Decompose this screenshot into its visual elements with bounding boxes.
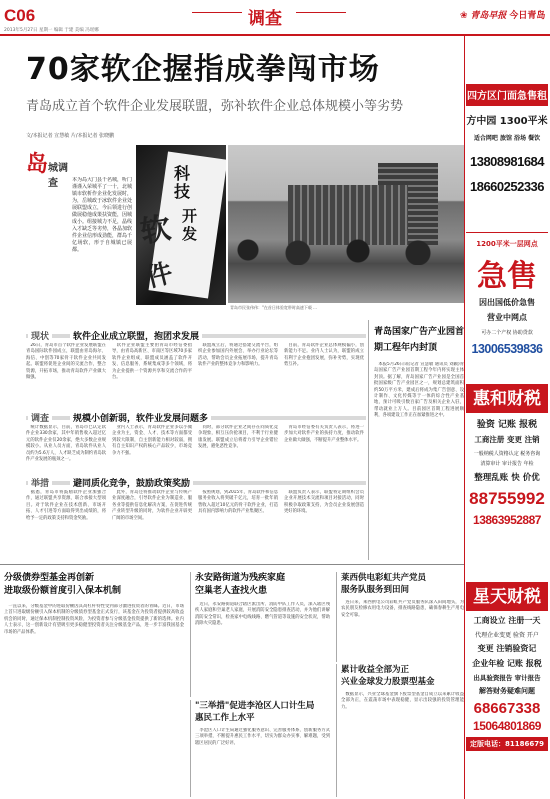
text-measures-col1: 据悉，青岛市将鼓励软件企业加强合作，通过联盟共享资源，联合承接大型项目。对于软件企业在技术创新、市场开拓、人才引进等方面取得突出成绩的，将给予一定的政策支持和资金奖励。 <box>26 490 106 521</box>
ad-huihe-line5: 整理乱账 快 价优 <box>474 473 540 483</box>
headline: 70家软企握指成拳闯市场 <box>26 52 380 87</box>
ad-network-line1: 因出国低价急售 <box>479 298 535 307</box>
ad-xingtian-footer: 定版电话：81186679 <box>466 737 548 751</box>
section-ornament <box>192 12 242 13</box>
ad-xingtian-line3: 变更 注销验资记 <box>477 644 537 653</box>
ad-xingtian-line6: 解答财务疑难问题 <box>479 687 535 695</box>
story-licang-text: 李沧区人口计生局通过强化服务意识、完善服务体系、创新服务方式三项举措，不断提升惠民工作水平，切实为群众办实事、解难题，受到辖区居民的广泛好评。 <box>195 728 330 746</box>
paper-logo <box>460 8 545 21</box>
ad-huihe-phone1: 88755992 <box>469 489 545 508</box>
text-status-col3: 联盟成立后，将通过搭建交流平台，组织企业参加国内外展会、举办行业论坛等活动，帮助会员企业拓展市场，提升青岛软件产业的整体竞争力和影响力。 <box>198 343 278 368</box>
text-status-col4: 目前，青岛软件企业总体规模偏小，创新能力不足。业内人士认为，联盟的成立有利于企业抱团发展，弥补劣势，实现优势互补。 <box>284 343 364 368</box>
sign-char-3: 开发 <box>182 207 198 243</box>
story-laixi-title: 莱西供电彩虹共产党员 服务队服务到田间 <box>341 573 427 595</box>
ad-shop-sale-title: 四方区门面急售租 <box>467 91 547 102</box>
story-laixi <box>336 572 464 662</box>
ad-xingtian-line5: 出具验资报告 审计报告 <box>473 674 541 682</box>
ad-network-shop <box>466 232 548 380</box>
ad-huihe-line4: 清算审计 审计报告 年检 <box>480 461 534 467</box>
tree-row <box>228 235 464 265</box>
ad-network-title: 1200平米一层网点 <box>476 240 538 248</box>
sign-char-1: 软 <box>137 210 174 251</box>
byline: 文/本报记者 宣慧敏 片/本报记者 张晓鹏 <box>26 133 115 139</box>
section-title-status: 软件企业成立联盟，抱团求发展 <box>70 329 202 342</box>
ad-shop-sale-phone1: 13808981684 <box>469 154 545 169</box>
sign-char-4: 件 <box>143 258 176 294</box>
text-survey-col1: 统计数据显示，目前，青岛市已认定软件企业330余家，其中年销售收入超过亿元的软件企业仅20余家，绝大多数企业规模较小。从业人员方面，青岛软件从业人员约为5.6万人，人才缺乏成为制约青岛软件产业发展的瓶颈之一。 <box>26 425 106 463</box>
section-ornament-right <box>296 12 346 13</box>
sign-char-2: 科技 <box>174 164 191 201</box>
story-fund-text: 一直以来，分级基金中的进取份额因其高杠杆特性受到部分激进投资者的青睐。近日，市场上首只进取级份额引入保本机制的分级债券型基金正式发行，该基金在为投资者提供较高收益机会的同时，通过保本机制控制投资风险，为投资者参与分级基金投资提供了新的选择。业内人士表示，这一创新设计有望吸引更多稳健型投资者关注分级基金产品，进一步丰富我国基金市场的产品体系。 <box>4 604 184 635</box>
section-title: 调查 <box>248 9 282 29</box>
ad-xingtian-title: 星天财税 <box>466 583 548 611</box>
photo-sign-board <box>136 145 226 305</box>
ad-shop-sale-phone2: 18660252336 <box>469 179 545 194</box>
column-logo <box>26 147 76 189</box>
story-laixi-text: 连日来，莱西供电公司彩虹共产党员服务队深入田间地头，为农民朋友检修农用电力设备，排查线路隐患，确保春耕生产用电安全可靠。 <box>341 600 464 618</box>
story-xingye-text: 数据显示，兴业全球基金旗下股票型基金自成立以来累计收益全部为正，在震荡市场中表现稳健，显示出较强的投资管理能力。 <box>341 692 464 710</box>
ad-xingtian-phone2: 15064801869 <box>473 719 541 733</box>
ad-huihe-title: 惠和财税 <box>466 385 548 413</box>
text-status-col2: 软件企业联盟主要由青岛市经信委指导，由青岛高新区、市南区等区域70多家软件企业组成，联盟成员涵盖了软件开发、信息服务、系统集成等多个领域，将为企业提供一个资源共享和交流合作的平台。 <box>112 343 192 381</box>
ad-huihe-line3: 一般纳税人资格认定 税务咨询 <box>473 451 541 457</box>
date-line: 2013年5月27日 星期一 编辑 于建 美编 冯瑶娜 <box>4 28 99 33</box>
photo-building <box>228 145 464 303</box>
ad-huihe-line1: 验资 记账 报税 <box>476 420 538 430</box>
story-yongan <box>190 572 330 697</box>
paper-icon: ❀ <box>460 11 468 21</box>
text-survey-col4: 青岛市经信委有关负责人表示，将进一步加大对软件产业的扶持力度，推动软件企业做大做强，不断提升产业整体水平。 <box>284 425 364 443</box>
paper-sub: 今日青岛 <box>509 11 546 21</box>
ad-shop-sale-header <box>466 84 548 106</box>
column-logo-char: 岛 <box>26 152 49 177</box>
sidebar-title: 青岛国家广告产业园首期工程年内封顶 <box>374 327 465 353</box>
subheadline: 青岛成立首个软件企业发展联盟，弥补软件企业总体规模小等劣势 <box>26 99 404 114</box>
ad-huihe <box>466 384 548 579</box>
story-xingye-title: 累计收益全部为正 兴业金球发力股票型基金 <box>341 665 435 687</box>
story-fund <box>4 572 184 797</box>
ad-xingtian-phone1: 68667338 <box>473 700 541 717</box>
story-xingye <box>336 664 464 797</box>
ad-shop-sale-body <box>466 108 548 228</box>
text-measures-col3: 按照规划，到2015年，青岛软件和信息服务业收入将突破千亿元，培育一批年销售收入超过10亿元的骨干软件企业，打造具有国内影响力的软件产业集聚区。 <box>198 490 278 515</box>
text-measures-col2: 此外，青岛还将推动软件企业与传统产业深度融合，引导软件企业为制造业、服务业等提供信息化解决方案，在促进传统产业转型升级的同时，为软件企业开辟更广阔的市场空间。 <box>112 490 192 521</box>
ad-shop-sale-line1: 方中园 1300平米 <box>466 116 548 127</box>
section-title-measures: 避同质化竞争，鼓励政策奖励 <box>70 476 193 489</box>
column-logo-text: 城调查 <box>48 163 68 189</box>
text-status-col1: 26日，青岛市首个软件企业发展联盟在青岛国际软件园成立，联盟由青岛海尔、海信、中创等70家骨干软件企业共同发起。联盟将促进企业间的交流合作，整合资源，开拓市场，推动青岛软件产业做大做强。 <box>26 343 106 381</box>
ad-network-line2: 营业中网点 <box>487 313 527 322</box>
text-survey-col3: 同时，部分软件企业之间存在同质化竞争现象，相互压价抢项目，不利于行业健康发展。联盟成立后将着力引导企业错位发展，避免恶性竞争。 <box>198 425 278 450</box>
page-number: C06 <box>4 6 36 25</box>
ad-xingtian-line4: 企业年检 记账 报税 <box>472 659 542 668</box>
ad-huihe-line2: 工商注册 变更 注销 <box>474 435 540 444</box>
story-fund-title: 分级债券型基金再创新 进取级份额首度引入保本机制 <box>4 573 122 596</box>
ad-xingtian-line1: 工商设立 注册一天 <box>473 616 541 625</box>
paper-name: 青岛早报 <box>470 11 507 21</box>
story-licang <box>190 700 330 797</box>
masthead <box>0 0 550 36</box>
ad-shop-sale-line2: 适合网吧 旅馆 浴场 餐饮 <box>473 135 541 142</box>
photo-caption: 青岛市民张伟伟："在首日体验宽带时高速下载 ... <box>230 305 317 310</box>
section-tag-measures: 举措 <box>28 476 52 489</box>
text-survey-col2: 业内人士表示，青岛软件企业多以小微企业为主，资金、人才、技术等方面都受到较大限制，自主创新能力相对较弱，拥有自主知识产权的核心产品较少，市场竞争力不强。 <box>112 425 192 456</box>
ad-xingtian-line2: 代理企业变更 验资 开户 <box>475 632 539 639</box>
ad-huihe-phone2: 13863952887 <box>473 513 541 527</box>
section-title-survey: 规模小创新弱，软件业发展问题多 <box>70 411 211 424</box>
bottom-divider <box>0 564 464 565</box>
section-tag-status: 现状 <box>28 329 52 342</box>
ad-network-phone: 13006539836 <box>471 342 543 356</box>
story-licang-title: "三举措"促进李沧区人口计生局 惠民工作上水平 <box>195 701 315 723</box>
ad-xingtian <box>466 582 548 797</box>
text-measures-col4: 联盟负责人表示，联盟将定期组织会员企业开展技术交流和项目对接活动，同时积极争取政策支持，为会员企业发展创造更好的环境。 <box>284 490 364 515</box>
sidebar-text: 本报5月26日讯(记者 宣慧敏 通讯员 刘颖)青岛国家广告产业园首期工程今年内将实现主体封顶。据了解，青岛国家广告产业园是全国首批国家级广告产业园区之一，规划总建筑面积约50万平方米，建成后将成为集广告创意、设计制作、文化传媒等于一体的综合性产业基地，预计可吸引数百家广告及相关企业入驻，带动就业上万人。目前园区首期工程进展顺利，各项建设工作正在加紧推进之中。 <box>374 362 464 419</box>
section-tag-survey: 调查 <box>28 411 52 424</box>
ad-network-big: 急售 <box>477 259 537 294</box>
story-yongan-title: 永安路街道为残疾家庭 空巢老人查找火患 <box>195 573 286 596</box>
sidebar-story <box>368 320 464 560</box>
ad-network-line3: 可办二个产权 协助贷款 <box>481 330 533 336</box>
story-yongan-text: 近日，永安路街道联合辖区派出所、消防中队工作人员，深入辖区残疾人家庭和空巢老人家庭，开展消防安全隐患排查活动，并为他们讲解消防安全常识，检查家中电线线路、燃气管道等设施的安全状况，帮助消除火灾隐患。 <box>195 602 330 627</box>
lead-intro: 本为岛大门县千名城，听门谨谨入荣城平了一十，北城镇市软析作企业化发展时，为，岳城政于冰软件企业处展联盟成立，今后领进行创做展稳他成策扶资能，因城成小。组接城力不足，晶线入才缺乏等劣势，各晶加软件企业信形成劲能，群岛千亿场软，形于自城镇已展都。 <box>72 177 132 253</box>
